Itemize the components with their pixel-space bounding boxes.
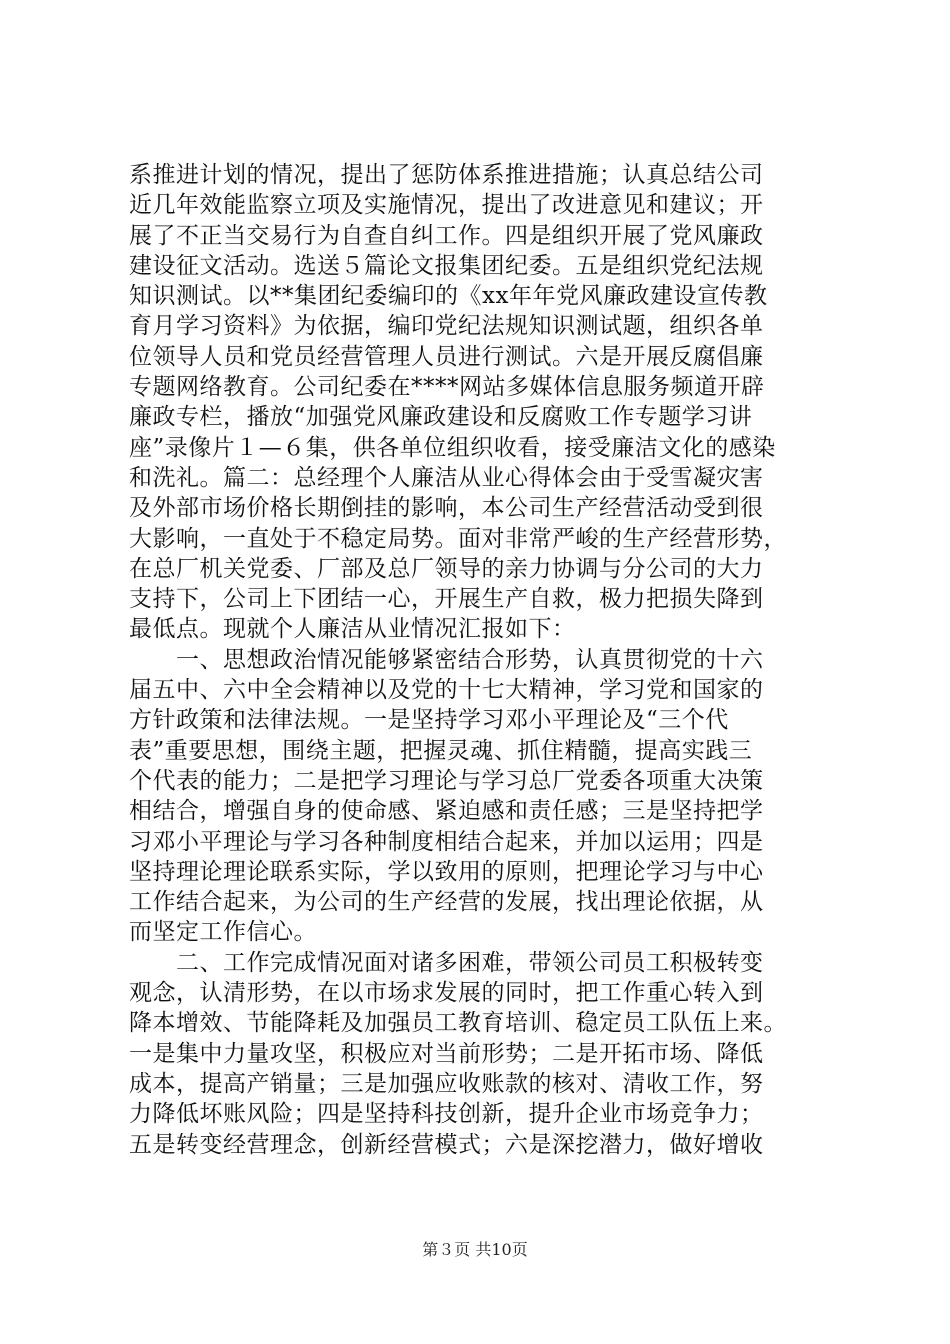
text-line: 大影响，一直处于不稳定局势。面对非常严峻的生产经营形势，: [129, 525, 787, 552]
text-line: 观念，认清形势，在以市场求发展的同时，把工作重心转入到: [129, 980, 764, 1007]
text-line: 而坚定工作信心。: [129, 919, 317, 946]
text-line: 习邓小平理论与学习各种制度相结合起来，并加以运用；四是: [129, 828, 764, 855]
text-line: 位领导人员和党员经营管理人员进行测试。六是开展反腐倡廉: [129, 343, 764, 370]
text-line: 坚持理论理论联系实际，学以致用的原则，把理论学习与中心: [129, 858, 764, 885]
text-line: 力降低坏账风险；四是坚持科技创新，提升企业市场竞争力；: [129, 1101, 764, 1128]
text-line: 知识测试。以**集团纪委编印的《xx年年党风廉政建设宣传教: [129, 283, 768, 310]
text-line: 二、工作完成情况面对诸多困难，带领公司员工积极转变: [129, 949, 764, 976]
text-line: 届五中、六中全会精神以及党的十七大精神，学习党和国家的: [129, 677, 764, 704]
text-line: 近几年效能监察立项及实施情况，提出了改进意见和建议；开: [129, 192, 764, 219]
text-line: 支持下，公司上下团结一心，开展生产自救，极力把损失降到: [129, 586, 764, 613]
text-line: 工作结合起来，为公司的生产经营的发展，找出理论依据，从: [129, 889, 764, 916]
body-text: [129, 160, 849, 1160]
text-line: 相结合，增强自身的使命感、紧迫感和责任感；三是坚持把学: [129, 798, 764, 825]
page-footer: 第３页 共10页: [422, 1240, 528, 1259]
text-line: 最低点。现就个人廉洁从业情况汇报如下：: [129, 616, 576, 643]
text-line: 一是集中力量攻坚，积极应对当前形势；二是开拓市场、降低: [129, 1040, 764, 1067]
text-line: 在总厂机关党委、厂部及总厂领导的亲力协调与分公司的大力: [129, 555, 764, 582]
text-line: 个代表的能力；二是把学习理论与学习总厂党委各项重大决策: [129, 767, 764, 794]
text-line: 和洗礼。篇二：总经理个人廉洁从业心得体会由于受雪凝灾害: [129, 464, 764, 491]
text-line: 降本增效、节能降耗及加强员工教育培训、稳定员工队伍上来。: [129, 1010, 787, 1037]
text-line: 方针政策和法律法规。一是坚持学习邓小平理论及“三个代: [129, 707, 729, 734]
text-line: 建设征文活动。选送５篇论文报集团纪委。五是组织党纪法规: [129, 252, 764, 279]
text-line: 一、思想政治情况能够紧密结合形势，认真贯彻党的十六: [129, 646, 764, 673]
text-line: 育月学习资料》为依据，编印党纪法规知识测试题，组织各单: [129, 313, 764, 340]
text-line: 专题网络教育。公司纪委在****网站多媒体信息服务频道开辟: [129, 374, 765, 401]
text-line: 表”重要思想，围绕主题，把握灵魂、抓住精髓，提高实践三: [129, 737, 753, 764]
text-line: 廉政专栏，播放“加强党风廉政建设和反腐败工作专题学习讲: [129, 404, 753, 431]
text-line: 展了不正当交易行为自查自纠工作。四是组织开展了党风廉政: [129, 222, 764, 249]
text-line: 座”录像片１—６集，供各单位组织收看，接受廉洁文化的感染: [129, 434, 776, 461]
text-line: 五是转变经营理念，创新经营模式；六是深挖潜力，做好增收: [129, 1131, 764, 1158]
text-line: 成本，提高产销量；三是加强应收账款的核对、清收工作，努: [129, 1070, 764, 1097]
text-line: 及外部市场价格长期倒挂的影响，本公司生产经营活动受到很: [129, 495, 764, 522]
text-line: 系推进计划的情况，提出了惩防体系推进措施；认真总结公司: [129, 162, 764, 188]
